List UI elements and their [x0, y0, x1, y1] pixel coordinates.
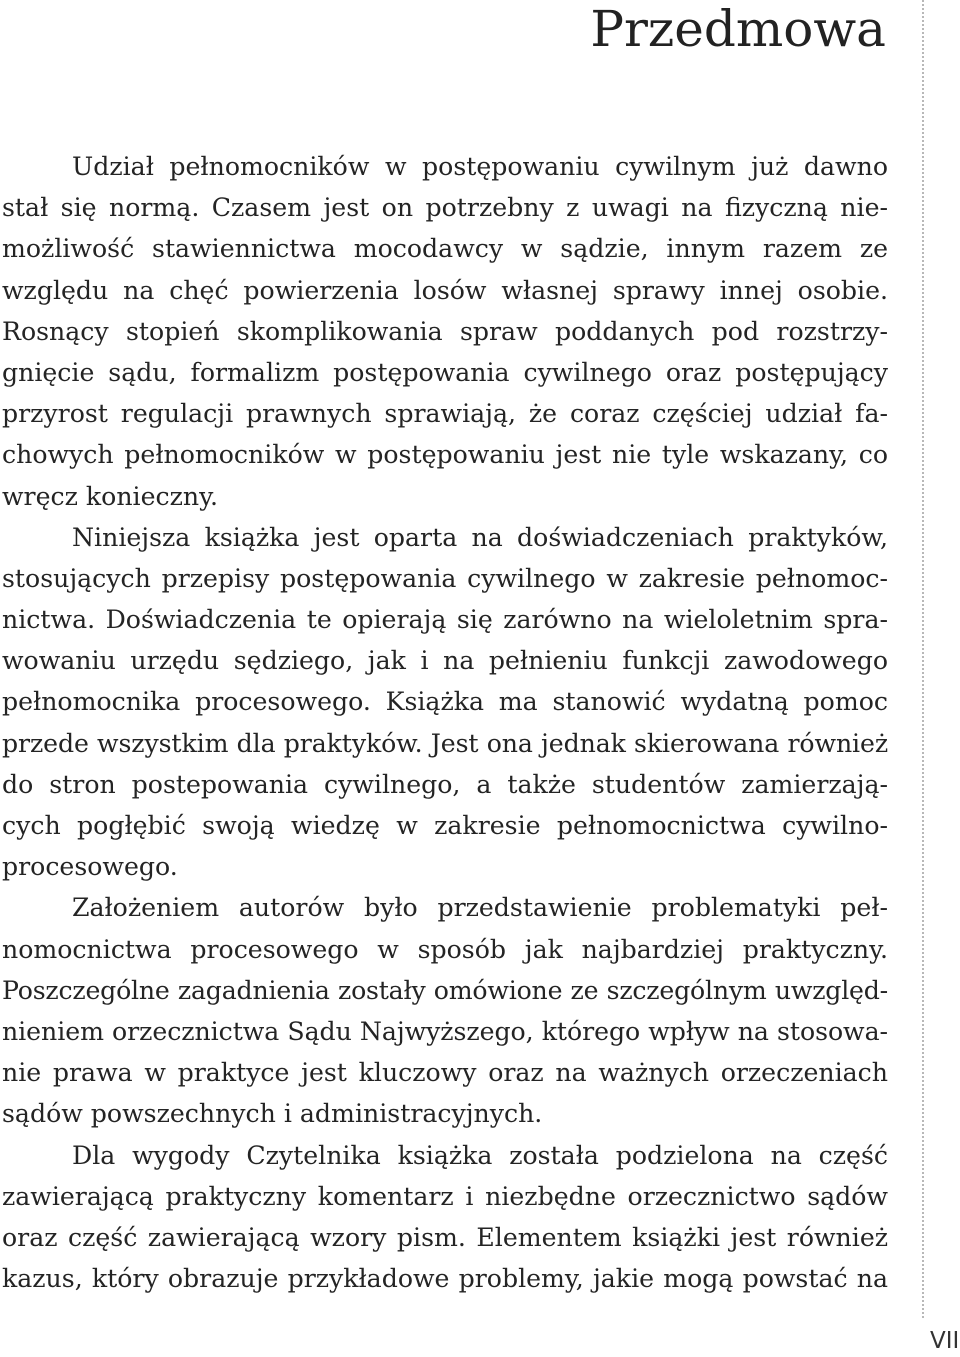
text-line: Poszczególne zagadnienia zostały omówione ze szczególnym uwzględ- — [2, 975, 888, 1005]
text-line: nie prawa w praktyce jest kluczowy oraz na ważnych orzeczeniach — [2, 1058, 888, 1088]
margin-rule — [922, 0, 924, 1318]
text-line: wowaniu urzędu sędziego, jak i na pełnieniu funkcji zawodowego — [2, 646, 888, 676]
text-line: nictwa. Doświadczenia te opierają się zarówno na wieloletnim spra- — [2, 605, 888, 635]
text-line: przede wszystkim dla praktyków. Jest ona jednak skierowana również — [2, 728, 888, 758]
text-line: Udział pełnomocników w postępowaniu cywilnym już dawno — [72, 152, 888, 181]
text-line: Dla wygody Czytelnika książka została podzielona na część — [72, 1140, 888, 1170]
text-line: oraz część zawierającą wzory pism. Elementem książki jest również — [2, 1222, 888, 1252]
page-number: VII — [930, 1328, 960, 1354]
text-line: nomocnictwa procesowego w sposób jak najbardziej praktyczny. — [2, 934, 888, 964]
text-line: względu na chęć powierzenia losów własnej sprawy innej osobie. — [2, 275, 888, 305]
text-line: procesowego. — [2, 852, 178, 882]
text-line: wręcz konieczny. — [2, 481, 218, 511]
text-line: kazus, który obrazuje przykładowe problemy, jakie mogą powstać na — [2, 1264, 888, 1294]
text-line: pełnomocnika procesowego. Książka ma stanowić wydatną pomoc — [2, 687, 888, 717]
text-line: przyrost regulacji prawnych sprawiają, że coraz częściej udział fa- — [2, 399, 888, 429]
text-line: Niniejsza książka jest oparta na doświadczeniach praktyków, — [72, 522, 888, 552]
text-line: sądów powszechnych i administracyjnych. — [2, 1099, 543, 1129]
text-line: do stron postepowania cywilnego, a także studentów zamierzają- — [2, 769, 888, 799]
body-text — [2, 146, 888, 1299]
text-line: cych pogłębić swoją wiedzę w zakresie pełnomocnictwa cywilno- — [2, 811, 888, 840]
text-line: nieniem orzecznictwa Sądu Najwyższego, którego wpływ na stosowa- — [2, 1016, 888, 1046]
text-line: gnięcie sądu, formalizm postępowania cywilnego oraz postępujący — [2, 357, 888, 387]
page-title: Przedmowa — [590, 0, 886, 58]
text-line: stosujących przepisy postępowania cywilnego w zakresie pełnomoc- — [2, 563, 888, 593]
text-line: stał się normą. Czasem jest on potrzebny z uwagi na fizyczną nie- — [2, 193, 888, 223]
text-line: Założeniem autorów było przedstawienie problematyki peł- — [72, 893, 888, 923]
text-line: Rosnący stopień skomplikowania spraw poddanych pod rozstrzy- — [2, 316, 888, 346]
text-line: zawierającą praktyczny komentarz i niezbędne orzecznictwo sądów — [2, 1181, 888, 1211]
text-line: chowych pełnomocników w postępowaniu jest nie tyle wskazany, co — [2, 440, 888, 470]
text-line: możliwość stawiennictwa mocodawcy w sądzie, innym razem ze — [2, 234, 888, 264]
